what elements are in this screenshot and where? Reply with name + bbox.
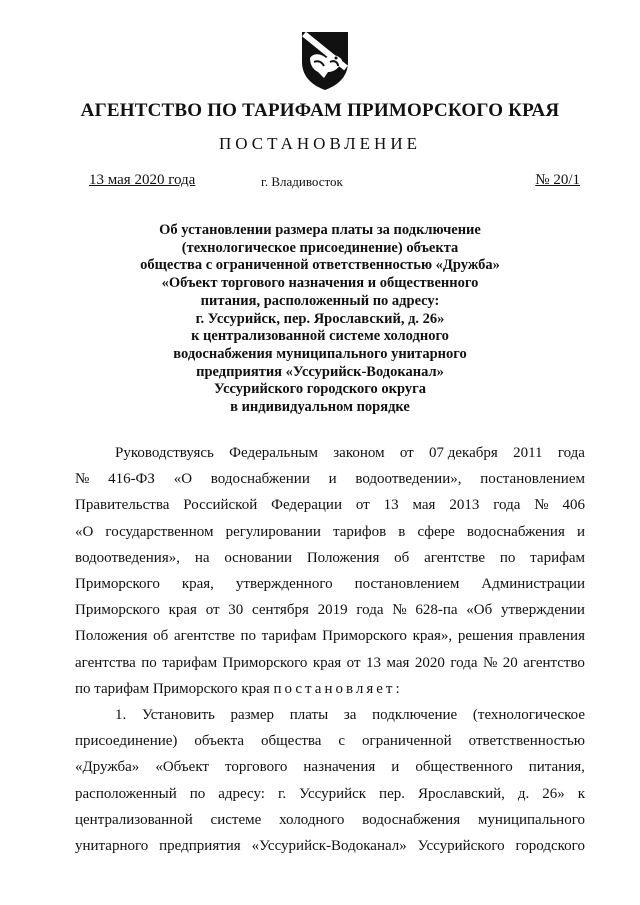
body-word: в [398,523,406,540]
body-word: и [328,471,337,488]
title-line: питания, расположенный по адресу: [200,292,440,309]
body-word: Уссурийского [417,838,505,855]
body-word: «Дружба» [75,759,140,776]
body-word: «О [173,471,193,488]
body-word: 13 [383,497,399,514]
body-word: 2011 [513,445,543,461]
body-word: регулировании [225,523,321,540]
body-word: постановлением [480,471,585,488]
body-word: Положения [75,628,148,645]
body-word: Администрации [481,576,585,593]
body-word: основании [224,549,292,566]
body-word: края, [181,576,214,593]
body-line [75,833,585,859]
body-word: года [450,654,478,671]
title-line: (технологическое присоединение) объекта [181,239,459,256]
body-word: холодного [279,811,345,828]
body-word: присоединение) [75,733,178,750]
body-word: тарифам [530,549,585,566]
body-word: Правительства [75,497,170,514]
document-number: № 20/1 [535,172,580,188]
body-word: «Об [466,602,493,619]
body-word: об [153,628,169,645]
body-word: от [205,602,220,619]
body-word: по [499,549,516,566]
body-word: сентября [252,602,309,619]
body-word: «Уссурийск-Водоканал» [251,838,407,855]
body-word: ответственностью [468,733,585,750]
body-word: государственном [105,523,214,540]
body-word: агентстве [173,628,235,645]
body-line [75,728,585,754]
body-word: от [355,497,370,514]
body-word: водоотведении», [355,471,462,488]
body-word: общества [261,733,322,750]
body-word: назначения [303,759,376,776]
title-line: «Объект торгового назначения и общественного [161,275,479,292]
body-line [75,440,585,466]
body-word: № [392,602,407,619]
body-word: Ярославский, [417,785,505,802]
body-line [75,571,585,597]
body-text: по тарифам Приморского края [75,680,274,697]
body-word: и [391,759,400,776]
body-word: по [189,785,206,802]
body-word: (технологическое [472,707,585,724]
body-word: «Объект [155,759,209,776]
body-line [75,492,585,518]
body-word: края [312,654,342,671]
paragraph-2 [75,702,585,859]
body-word: Приморского [322,628,407,645]
body-word: № [534,497,549,514]
body-word: Федеральным [229,445,318,461]
body-word: платы [289,707,329,724]
body-word: Приморского [75,576,160,593]
body-word: торгового [224,759,288,776]
body-word: водоснабжения [362,811,461,828]
body-word: 07 декабря [429,445,498,461]
body-word: водоснабжения [466,523,565,540]
body-word: года [356,602,384,619]
body-word: № [482,654,498,671]
body-word: тарифам [162,654,218,671]
body-word: водоотведения», [75,549,180,566]
body-word: предприятия [159,838,241,855]
title-line: предприятия «Уссурийск-Водоканал» [196,363,444,380]
body-word: постановлением [354,576,460,593]
body-word: законом [333,445,385,461]
body-line [75,466,585,492]
body-word: с [338,733,346,750]
body-word: края [168,602,197,619]
body-word: 1. [115,707,127,724]
body-word: по [240,628,257,645]
body-word: Приморского [75,602,160,619]
body-word: Установить [141,707,215,724]
body-text-spaced: постановляет: [273,680,403,697]
body-word: года [557,445,585,461]
body-word: правления [518,628,585,645]
body-word: д. [517,785,530,802]
document-date: 13 мая 2020 года [89,172,196,188]
body-word: унитарного [75,838,149,855]
title-line: Уссурийского городского округа [214,381,426,398]
body-word: городского [515,838,585,855]
body-word: г. [277,785,287,802]
body-word: 406 [562,497,585,514]
body-word: утверждении [500,602,585,619]
body-word: года [493,497,521,514]
body-word: № [75,471,90,488]
body-word: ограниченной [362,733,452,750]
body-word: 13 [365,654,381,671]
body-word: подключение [372,707,458,724]
body-line [75,545,585,571]
body-line [75,623,585,649]
body-word: 30 [228,602,244,619]
body-word: Приморского [222,654,308,671]
body-word: размер [230,707,275,724]
body-line [75,754,585,780]
body-word: муниципального [477,811,585,828]
document-type: ПОСТАНОВЛЕНИЕ [218,134,421,153]
body-line [75,702,585,728]
body-word: агентстве [424,549,486,566]
body-line [75,519,585,545]
body-word: 2019 [317,602,348,619]
body-word: об [394,549,410,566]
body-word: адресу: [218,785,265,802]
body-word: тарифов [332,523,387,540]
body-word: системе [210,811,262,828]
body-line [75,781,585,807]
title-line: общества с ограниченной ответственностью «Дружба» [140,257,500,274]
body-word: мая [412,497,436,514]
coat-of-arms-icon [296,28,354,92]
body-line [75,650,585,676]
body-word: от [346,654,361,671]
body-word: пер. [379,785,405,802]
document-city: г. Владивосток [261,174,343,189]
body-word: 2013 [449,497,480,514]
body-word: общественного [415,759,513,776]
body-word: 416-ФЗ [108,471,155,488]
body-word: 20 [502,654,518,671]
body-word: питания, [528,759,585,776]
paragraph-1-last-line [75,676,585,702]
title-line: к централизованной системе холодного [191,328,449,345]
paragraph-1 [75,440,585,676]
body-word: объекта [194,733,245,750]
body-word: на [194,549,210,566]
body-word: решения [457,628,514,645]
body-word: к [577,785,585,802]
body-line [75,597,585,623]
title-line: водоснабжения муниципального унитарного [173,345,467,362]
body-word: агентства [75,654,136,671]
body-word: Положения [306,549,380,566]
body-word: 628-па [415,602,458,619]
title-line: Об установлении размера платы за подключение [159,222,481,238]
body-word: агентство [523,654,585,671]
agency-name: АГЕНТСТВО ПО ТАРИФАМ ПРИМОРСКОГО КРАЯ [80,100,560,121]
body-word: Российской [183,497,258,514]
body-word: тарифам [261,628,317,645]
body-word: от [399,445,414,461]
body-word: водоснабжении [210,471,310,488]
title-line: в индивидуальном порядке [230,399,410,416]
body-word: по [141,654,157,671]
body-word: Уссурийск [299,785,367,802]
body-word: сфере [417,523,455,540]
body-word: края», [412,628,453,645]
body-word: и [576,523,585,540]
body-line [75,807,585,833]
body-word: мая [386,654,410,671]
body-word: «О [75,523,94,540]
body-word: Руководствуясь [115,445,214,461]
title-line: г. Уссурийск, пер. Ярославский, д. 26» [195,310,445,327]
body-word: расположенный [75,785,177,802]
body-word: централизованной [75,811,193,828]
document-title [100,222,540,417]
body-word: за [343,707,357,724]
body-word: 26» [542,785,565,802]
body-word: утвержденного [235,576,333,593]
body-word: Федерации [271,497,342,514]
body-word: 2020 [414,654,445,671]
document-body [75,440,585,859]
